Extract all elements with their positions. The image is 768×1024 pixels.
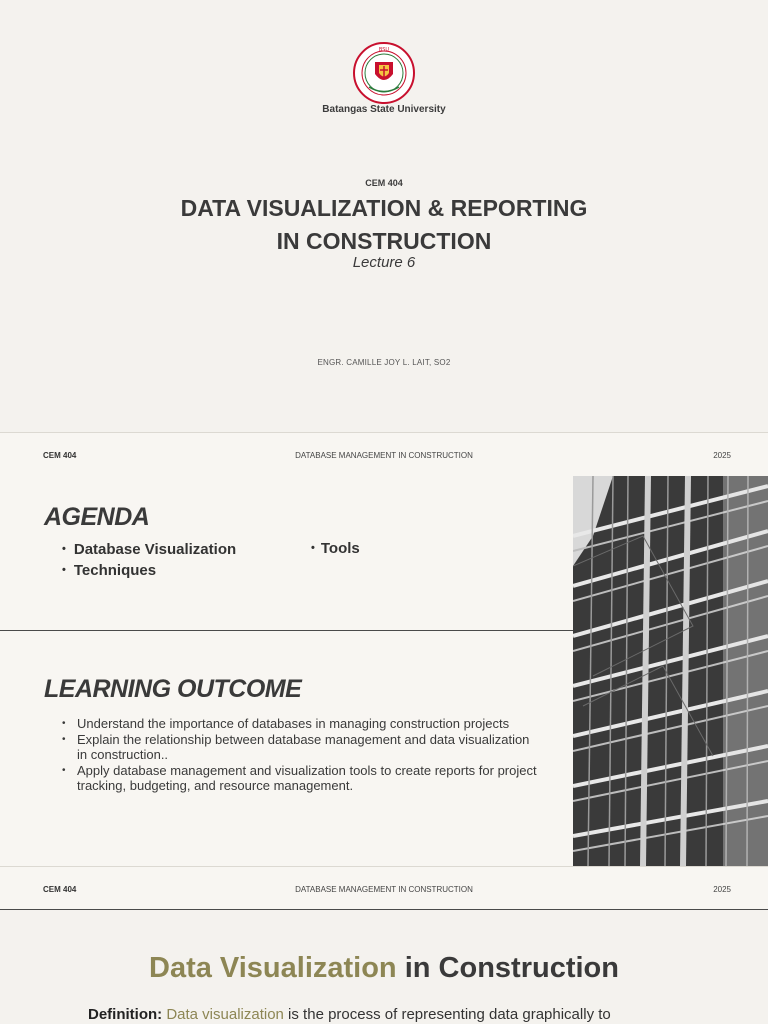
slide-header (0, 867, 768, 911)
header-course-code: CEM 404 (43, 451, 77, 460)
agenda-item: • Tools (311, 539, 360, 560)
agenda-list-right (311, 539, 360, 560)
outcome-item: • Apply database management and visualization tools to create reports for project tracking, budgeting, and resource management. (62, 763, 542, 794)
slide-header (0, 433, 768, 477)
agenda-list-left (62, 540, 236, 582)
author-name: ENGR. CAMILLE JOY L. LAIT, SO2 (317, 358, 451, 367)
header-year: 2025 (713, 885, 731, 894)
agenda-item: • Techniques (62, 561, 236, 582)
title-line-1: DATA VISUALIZATION & REPORTING (180, 195, 588, 221)
header-course-code: CEM 404 (43, 885, 77, 894)
definition-text (88, 1006, 611, 1023)
learning-outcome-list (62, 716, 542, 794)
presentation-title (0, 192, 768, 258)
definition-body: is the process of representing data graphically to (283, 1006, 611, 1023)
building-construction-photo (573, 476, 768, 866)
section-rule (0, 630, 573, 631)
svg-text:BSU: BSU (378, 47, 390, 53)
title-rest: in Construction (396, 952, 619, 984)
cover-slide (0, 0, 768, 432)
agenda-item: • Database Visualization (62, 540, 236, 561)
agenda-heading: AGENDA (44, 503, 150, 531)
learning-outcome-heading: LEARNING OUTCOME (44, 675, 302, 703)
header-course-title: DATABASE MANAGEMENT IN CONSTRUCTION (295, 451, 473, 460)
title-highlight: Data Visualization (149, 952, 397, 984)
lecture-number: Lecture 6 (352, 254, 416, 271)
outcome-item: • Understand the importance of databases in managing construction projects (62, 716, 542, 732)
university-name: Batangas State University (322, 104, 446, 115)
slide-title (0, 952, 768, 985)
agenda-slide (0, 476, 768, 866)
outcome-item: • Explain the relationship between database management and data visualization in construction.. (62, 732, 542, 763)
definition-label: Definition: (88, 1006, 163, 1023)
header-course-title: DATABASE MANAGEMENT IN CONSTRUCTION (295, 885, 473, 894)
header-year: 2025 (713, 451, 731, 460)
university-seal-logo (353, 42, 415, 104)
definition-term: Data visualization (166, 1006, 284, 1023)
data-visualization-slide (0, 910, 768, 1024)
title-line-2: IN CONSTRUCTION (276, 228, 492, 254)
course-code: CEM 404 (365, 178, 403, 188)
